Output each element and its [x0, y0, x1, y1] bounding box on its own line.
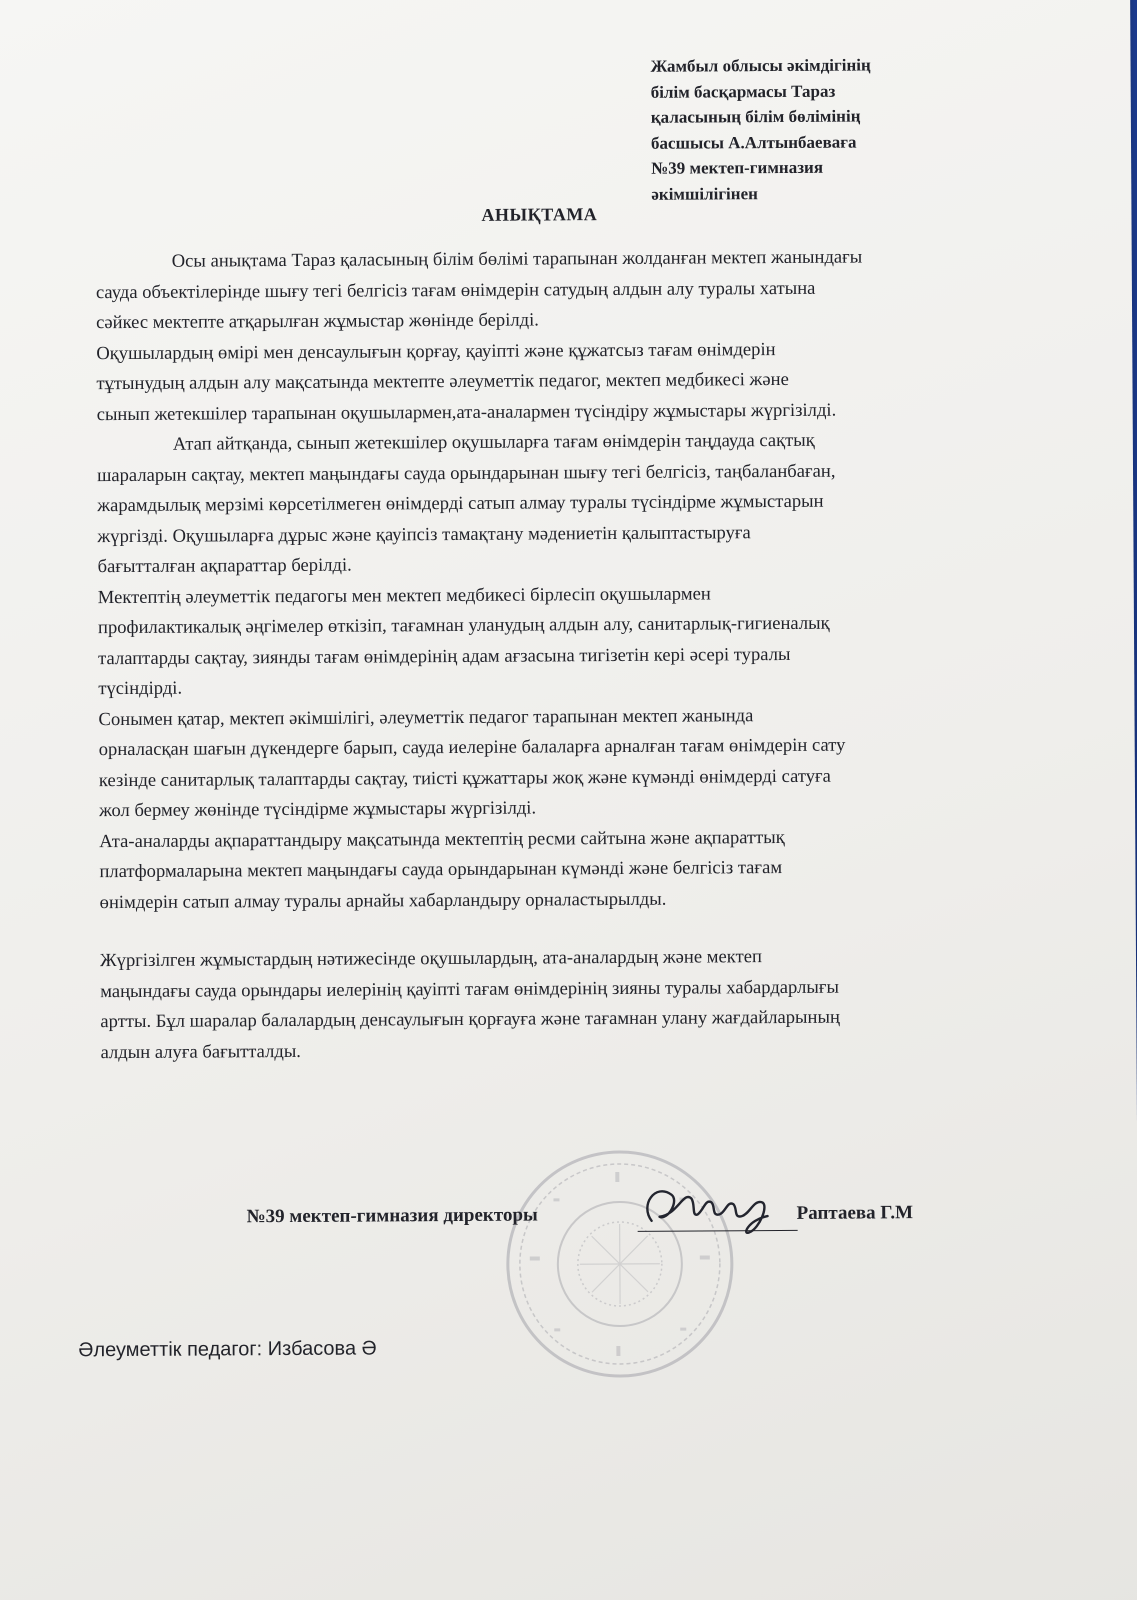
addressee-line: басшысы А.Алтынбаеваға	[650, 132, 857, 153]
body-line: өнімдерін сатып алмау туралы арнайы хабарландыру орналастырылды.	[99, 888, 667, 913]
body-line: Осы анықтама Тараз қаласының білім бөлімі тарапынан жолданған мектеп жанындағы	[171, 246, 863, 272]
body-line: бағытталған ақпараттар берілді.	[97, 554, 352, 578]
addressee-line: білім басқармасы Тараз	[650, 81, 836, 102]
body-line: Ата-аналарды ақпараттандыру мақсатында мектептің ресми сайтына және ақпараттық	[99, 826, 785, 852]
body-line: тұтынудың алдын алу мақсатында мектепте әлеуметтік педагог, мектеп медбикесі және	[96, 368, 789, 395]
body-line: талаптарды сақтау, зиянды тағам өнімдерінің адам ағзасына тигізетін кері әсері туралы	[98, 643, 791, 669]
body-line: сәйкес мектепте атқарылған жұмыстар жөнінде берілді.	[96, 309, 539, 334]
body-line: шараларын сақтау, мектеп маңындағы сауда орындарынан шығу тегі белгісіз, таңбаланбаған,	[96, 460, 836, 486]
body-line: платформаларына мектеп маңындағы сауда орындарынан күмәнді және белгісіз тағам	[99, 856, 783, 883]
addressee-line: әкімшілігінен	[651, 183, 758, 204]
director-name: Раптаева Г.М	[796, 1202, 914, 1224]
body-line: орналасқан шағын дүкендерге барып, сауда иелеріне балаларға арналған тағам өнімдерін сату	[98, 734, 846, 761]
body-line: профилактикалық әңгімелер өткізіп, тағамнан уланудың алдын алу, санитарлық-гигиеналық	[97, 612, 830, 639]
body-line: жүргізді. Оқушыларға дұрыс және қауіпсіз тамақтану мәдениетін қалыптастыруға	[97, 521, 751, 547]
body-line: артты. Бұл шаралар балалардың денсаулығын қорғауға және тағамнан улану жағдайларының	[100, 1006, 840, 1033]
body-line: Атап айтқанда, сынып жетекшілер оқушыларға тағам өнімдерін таңдауда сақтық	[172, 429, 815, 455]
document-body	[96, 241, 1076, 1068]
director-position: №39 мектеп-гимназия директоры	[246, 1204, 538, 1228]
addressee-line: Жамбыл облысы әкімдігінің	[650, 55, 871, 76]
body-line: Оқушылардың өмірі мен денсаулығын қорғау, қауіпті және құжатсыз тағам өнімдерін	[96, 338, 776, 364]
body-line: сауда объектілерінде шығу тегі белгісіз тағам өнімдерін сатудың алдын алу туралы хатына	[95, 277, 816, 303]
social-pedagog-line: Әлеуметтік педагог: Избасова Ә	[78, 1337, 377, 1362]
body-line: Мектептің әлеуметтік педагогы мен мектеп медбикесі бірлесіп оқушылармен	[97, 582, 711, 608]
document-title: АНЫҚТАМА	[481, 204, 598, 225]
body-line: кезінде санитарлық талаптарды сақтау, тиісті құжаттары жоқ және күмәнді өнімдерді сатуға	[98, 765, 831, 791]
body-line: маңындағы сауда орындары иелерінің қауіпті тағам өнімдерінің зияны туралы хабардарлығы	[100, 976, 840, 1002]
body-line: алдын алуға бағытталды.	[100, 1040, 301, 1063]
body-line: сынып жетекшілер тарапынан оқушылармен,ата-аналармен түсіндіру жұмыстары жүргізілді.	[96, 399, 837, 425]
addressee-line: қаласының білім бөлімінің	[650, 106, 861, 127]
addressee-line: №39 мектеп-гимназия	[651, 157, 824, 178]
body-line: Сонымен қатар, мектеп әкімшілігі, әлеуметтік педагог тарапынан мектеп жанында	[98, 704, 754, 730]
addressee-block	[650, 52, 981, 207]
body-line: жарамдылық мерзімі көрсетілмеген өнімдерді сатып алмау туралы түсіндірме жұмыстарын	[97, 490, 824, 517]
body-line: түсіндірді.	[98, 677, 183, 700]
body-line: жол бермеу жөнінде түсіндірме жұмыстары жүргізілді.	[99, 797, 537, 822]
body-line: Жүргізілген жұмыстардың нәтижесінде оқушылардың, ата-аналардың және мектеп	[99, 946, 762, 972]
